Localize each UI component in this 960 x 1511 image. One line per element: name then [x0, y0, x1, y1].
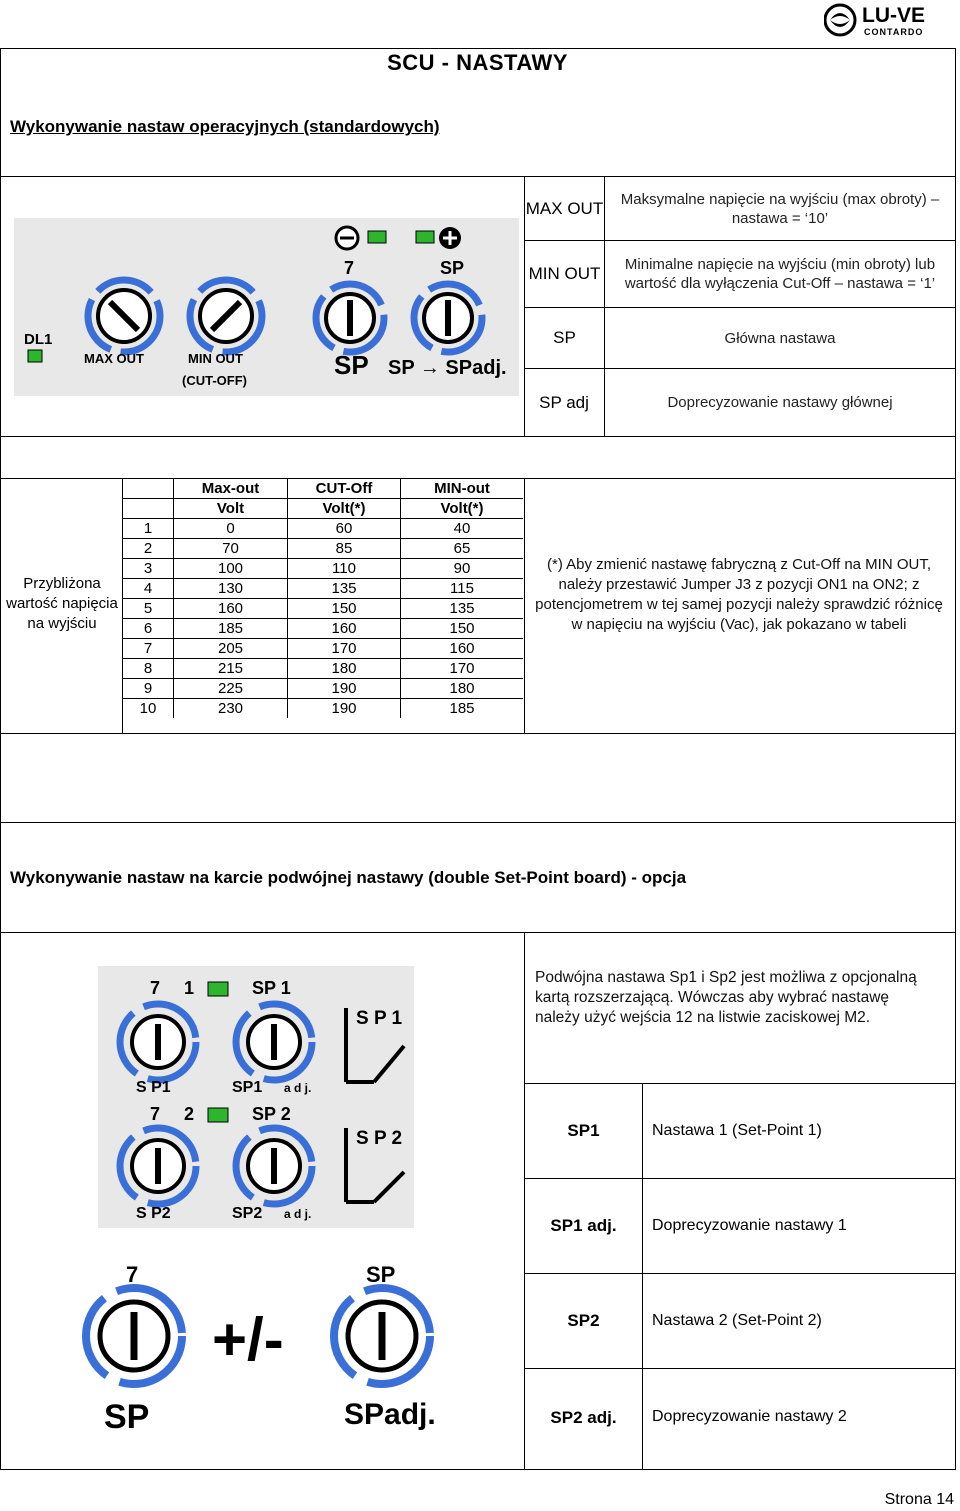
sp-arrow-label: SP → SPadj. — [388, 357, 507, 379]
table-cell: 180 — [288, 659, 401, 679]
sp1-adj-top: SP 1 — [252, 978, 291, 998]
sp2-row-label: SP2 — [567, 1311, 600, 1330]
sp2-knob-icon — [120, 1128, 196, 1204]
setting-label: MIN OUT — [528, 264, 601, 283]
double-intro: Podwójna nastawa Sp1 i Sp2 jest możliwa z opcjonalną kartą rozszerzającą. Wówczas aby wybrać nastawę należy użyć wejścia 12 na listwie zaciskowej M2. — [535, 969, 917, 1026]
section1-heading: Wykonywanie nastaw operacyjnych (standardowych) — [10, 117, 440, 136]
max-out-label: MAX OUT — [84, 351, 144, 366]
table-cell: 85 — [288, 539, 401, 559]
table-cell: 135 — [288, 579, 401, 599]
table-unit: Volt — [174, 499, 288, 519]
table-row — [123, 559, 523, 579]
table-header: Max-out — [174, 479, 288, 499]
table-cell: 230 — [174, 699, 288, 719]
sp-big-label: SP — [334, 350, 369, 380]
brand-logo — [824, 2, 954, 38]
table-row — [123, 579, 523, 599]
sp2adj-row-desc: Doprecyzowanie nastawy 2 — [652, 1408, 847, 1425]
setting-desc: Minimalne napięcie na wyjściu (min obroty) lub wartość dla wyłączenia Cut-Off – nastawa = ‘1’ — [624, 256, 936, 292]
divider — [0, 733, 956, 734]
setting-desc: Główna nastawa — [724, 329, 836, 347]
adj-label: a d j. — [284, 1207, 312, 1221]
table-cell: 150 — [288, 599, 401, 619]
table-cell: 150 — [401, 619, 524, 639]
page-number: Strona 14 — [884, 1491, 954, 1508]
divider — [524, 478, 525, 733]
setting-desc: Maksymalne napięcie na wyjściu (max obroty) – nastawa = ‘10’ — [620, 190, 940, 227]
table-cell: 90 — [401, 559, 524, 579]
brand-name: LU-VE — [862, 4, 925, 27]
table-unit: Volt(*) — [288, 499, 401, 519]
table-header: MIN-out — [401, 479, 524, 499]
divider — [0, 436, 956, 437]
table-row — [123, 639, 523, 659]
led-sp2-icon — [208, 1108, 228, 1122]
sp2-adj-top: SP 2 — [252, 1104, 291, 1124]
sp1-adj-label: SP1 — [232, 1079, 263, 1096]
sp2-label: S P2 — [136, 1205, 171, 1222]
table-cell: 190 — [288, 699, 401, 719]
switch-sp2-label: S P 2 — [356, 1128, 403, 1149]
table-cell: 135 — [401, 599, 524, 619]
table-cell: 160 — [288, 619, 401, 639]
sp2-row-desc: Nastawa 2 (Set-Point 2) — [652, 1312, 822, 1329]
big-spadj-knob-icon — [334, 1288, 430, 1384]
big-sp-knob-icon — [86, 1288, 182, 1384]
table-cell: 60 — [288, 519, 401, 539]
double-setpoint-panel — [74, 962, 450, 1440]
sp2-led-num: 2 — [184, 1104, 195, 1124]
min-out-label: MIN OUT — [188, 351, 243, 366]
divider — [0, 822, 956, 823]
sp2-knob-top: 7 — [150, 1104, 161, 1124]
sp1-knob-top: 7 — [150, 978, 161, 998]
table-unit — [123, 499, 174, 519]
min-out-knob-icon — [190, 280, 262, 352]
sp1-led-num: 1 — [184, 978, 195, 998]
table-cell: 110 — [288, 559, 401, 579]
table-cell: 10 — [123, 699, 174, 719]
table-cell: 8 — [123, 659, 174, 679]
voltage-table — [123, 479, 523, 718]
big-sp-label: SP — [104, 1398, 150, 1436]
table-header: CUT-Off — [288, 479, 401, 499]
table-cell: 225 — [174, 679, 288, 699]
table-cell: 215 — [174, 659, 288, 679]
brand-sub: CONTARDO — [864, 27, 924, 37]
voltage-side-label: Przybliżona wartość napięcia na wyjściu — [6, 575, 118, 632]
table-cell: 0 — [174, 519, 288, 539]
table-cell: 160 — [174, 599, 288, 619]
table-cell: 5 — [123, 599, 174, 619]
table-cell: 160 — [401, 639, 524, 659]
plus-minus-label: +/- — [212, 1306, 284, 1373]
table-cell: 100 — [174, 559, 288, 579]
table-row — [123, 699, 523, 719]
setting-label: MAX OUT — [525, 198, 604, 218]
max-out-knob-icon — [88, 280, 160, 352]
table-cell: 170 — [401, 659, 524, 679]
divider — [0, 932, 956, 933]
sp1-adj-knob-icon — [236, 1004, 312, 1080]
setting-desc: Doprecyzowanie nastawy głównej — [667, 394, 893, 411]
table-header — [123, 479, 174, 499]
page-title: SCU - NASTAWY — [387, 50, 568, 75]
dl1-label: DL1 — [24, 331, 53, 348]
table-cell: 1 — [123, 519, 174, 539]
table-cell: 6 — [123, 619, 174, 639]
setting-label: SP adj — [539, 392, 589, 412]
table-cell: 40 — [401, 519, 524, 539]
big-spadj-top: SP — [366, 1262, 396, 1287]
switch-sp1-label: S P 1 — [356, 1008, 403, 1029]
table-cell: 185 — [174, 619, 288, 639]
table-cell: 70 — [174, 539, 288, 559]
sp2-adj-label: SP2 — [232, 1205, 263, 1222]
table-cell: 3 — [123, 559, 174, 579]
section2-heading: Wykonywanie nastaw na karcie podwójnej nastawy (double Set-Point board) - opcja — [10, 868, 687, 887]
cutoff-note: (*) Aby zmienić nastawę fabryczną z Cut-Off na MIN OUT, należy przestawić Jumper J3 z pozycji ON1 na ON2; z potencjometrem w tej samej pozycji należy sprawdzić różnicę w napięciu na wyjściu (Vac), jak pokazano w tabeli — [535, 556, 943, 633]
led-sp1-icon — [208, 982, 228, 996]
table-cell: 205 — [174, 639, 288, 659]
big-sp-top: 7 — [126, 1262, 139, 1287]
potentiometer-panel — [14, 218, 519, 396]
sp1-label: S P1 — [136, 1079, 171, 1096]
table-cell: 65 — [401, 539, 524, 559]
table-row — [123, 539, 523, 559]
sp1-knob-icon — [120, 1004, 196, 1080]
table-cell: 2 — [123, 539, 174, 559]
table-row — [123, 659, 523, 679]
table-cell: 4 — [123, 579, 174, 599]
led-plus-icon — [416, 231, 434, 243]
table-cell: 9 — [123, 679, 174, 699]
spadj-knob-top: SP — [440, 258, 465, 278]
table-cell: 180 — [401, 679, 524, 699]
table-cell: 130 — [174, 579, 288, 599]
table-row — [123, 519, 523, 539]
cut-off-label: (CUT-OFF) — [182, 373, 247, 388]
sp-knob-top: 7 — [344, 258, 355, 278]
table-unit: Volt(*) — [401, 499, 524, 519]
table-row — [123, 619, 523, 639]
setting-label: SP — [553, 328, 576, 347]
sp1-row-label: SP1 — [567, 1121, 600, 1140]
divider — [642, 1083, 643, 1470]
led-minus-icon — [368, 231, 386, 243]
table-row — [123, 679, 523, 699]
table-cell: 7 — [123, 639, 174, 659]
sp1adj-row-desc: Doprecyzowanie nastawy 1 — [652, 1217, 847, 1234]
adj-label: a d j. — [284, 1081, 312, 1095]
divider — [604, 176, 605, 436]
dl1-led-icon — [28, 350, 42, 362]
big-spadj-label: SPadj. — [344, 1398, 436, 1431]
table-row — [123, 599, 523, 619]
sp2-adj-knob-icon — [236, 1128, 312, 1204]
table-cell: 170 — [288, 639, 401, 659]
sp1adj-row-label: SP1 adj. — [550, 1216, 617, 1235]
sp2adj-row-label: SP2 adj. — [550, 1407, 617, 1427]
table-cell: 115 — [401, 579, 524, 599]
table-cell: 185 — [401, 699, 524, 719]
lu-ve-emblem-icon — [825, 5, 855, 35]
table-cell: 190 — [288, 679, 401, 699]
sp1-row-desc: Nastawa 1 (Set-Point 1) — [652, 1122, 822, 1139]
